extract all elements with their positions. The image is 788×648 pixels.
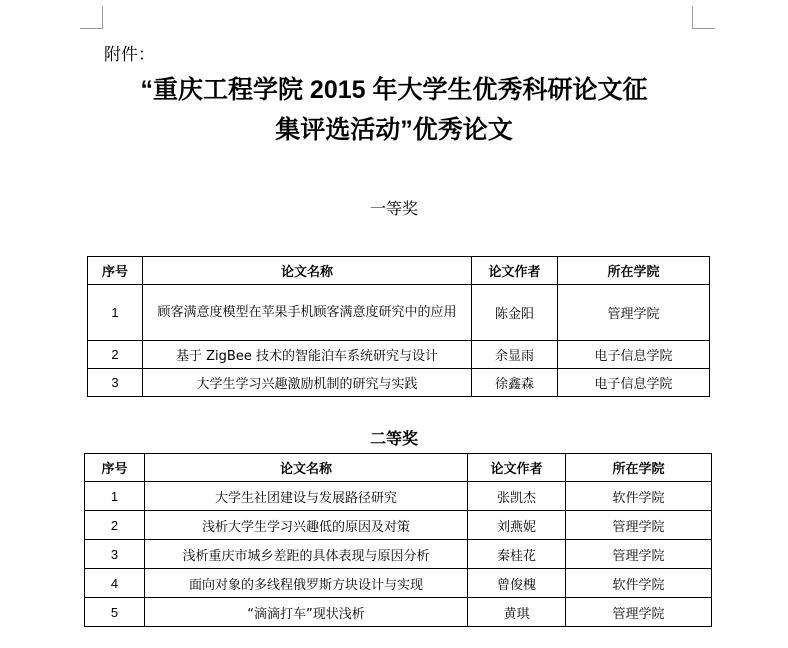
row-number: 1: [85, 482, 145, 511]
paper-title: 面向对象的多线程俄罗斯方块设计与实现: [145, 569, 468, 598]
row-number: 5: [85, 598, 145, 627]
attachment-label: 附件：: [104, 45, 155, 65]
table-row: [88, 285, 710, 341]
column-header-author: 论文作者: [468, 454, 566, 482]
document-title-line-1: “重庆工程学院 2015 年大学生优秀科研论文征: [140, 76, 648, 104]
paper-title: 顾客满意度模型在苹果手机顾客满意度研究中的应用: [143, 285, 472, 341]
paper-title: 浅析大学生学习兴趣低的原因及对策: [145, 511, 468, 540]
first-prize-table: [87, 256, 710, 397]
column-header-no: 序号: [85, 454, 145, 482]
paper-author: 张凯杰: [468, 482, 566, 511]
paper-college: 电子信息学院: [558, 341, 710, 369]
paper-author: 秦桂花: [468, 540, 566, 569]
paper-author: 黄琪: [468, 598, 566, 627]
table-row: [88, 341, 710, 369]
column-header-no: 序号: [88, 257, 143, 285]
column-header-title: 论文名称: [143, 257, 472, 285]
table-header-row: [85, 454, 712, 482]
table-row: [85, 482, 712, 511]
first-prize-heading: 一等奖: [369, 199, 418, 218]
column-header-title: 论文名称: [145, 454, 468, 482]
row-number: 2: [88, 341, 143, 369]
paper-author: 曾俊槐: [468, 569, 566, 598]
paper-author: 刘燕妮: [468, 511, 566, 540]
paper-title: “滴滴打车”现状浅析: [145, 598, 468, 627]
paper-title: 浅析重庆市城乡差距的具体表现与原因分析: [145, 540, 468, 569]
column-header-college: 所在学院: [558, 257, 710, 285]
column-header-author: 论文作者: [472, 257, 558, 285]
paper-college: 软件学院: [566, 569, 712, 598]
paper-college: 电子信息学院: [558, 369, 710, 397]
second-prize-table: [84, 453, 712, 627]
paper-college: 管理学院: [566, 511, 712, 540]
row-number: 2: [85, 511, 145, 540]
paper-college: 管理学院: [558, 285, 710, 341]
paper-author: 徐鑫森: [472, 369, 558, 397]
row-number: 4: [85, 569, 145, 598]
paper-author: 陈金阳: [472, 285, 558, 341]
paper-title: 基于 ZigBee 技术的智能泊车系统研究与设计: [143, 341, 472, 369]
paper-author: 余显雨: [472, 341, 558, 369]
table-row: [85, 569, 712, 598]
table-row: [85, 598, 712, 627]
second-prize-heading: 二等奖: [369, 429, 418, 448]
paper-title: 大学生学习兴趣激励机制的研究与实践: [143, 369, 472, 397]
row-number: 3: [85, 540, 145, 569]
paper-college: 软件学院: [566, 482, 712, 511]
paper-title: 大学生社团建设与发展路径研究: [145, 482, 468, 511]
column-header-college: 所在学院: [566, 454, 712, 482]
row-number: 1: [88, 285, 143, 341]
table-header-row: [88, 257, 710, 285]
table-row: [85, 540, 712, 569]
paper-college: 管理学院: [566, 598, 712, 627]
table-row: [88, 369, 710, 397]
row-number: 3: [88, 369, 143, 397]
paper-college: 管理学院: [566, 540, 712, 569]
crop-mark-top-right: [692, 6, 715, 29]
table-row: [85, 511, 712, 540]
crop-mark-top-left: [80, 6, 103, 29]
document-title-line-2: 集评选活动”优秀论文: [275, 116, 513, 144]
